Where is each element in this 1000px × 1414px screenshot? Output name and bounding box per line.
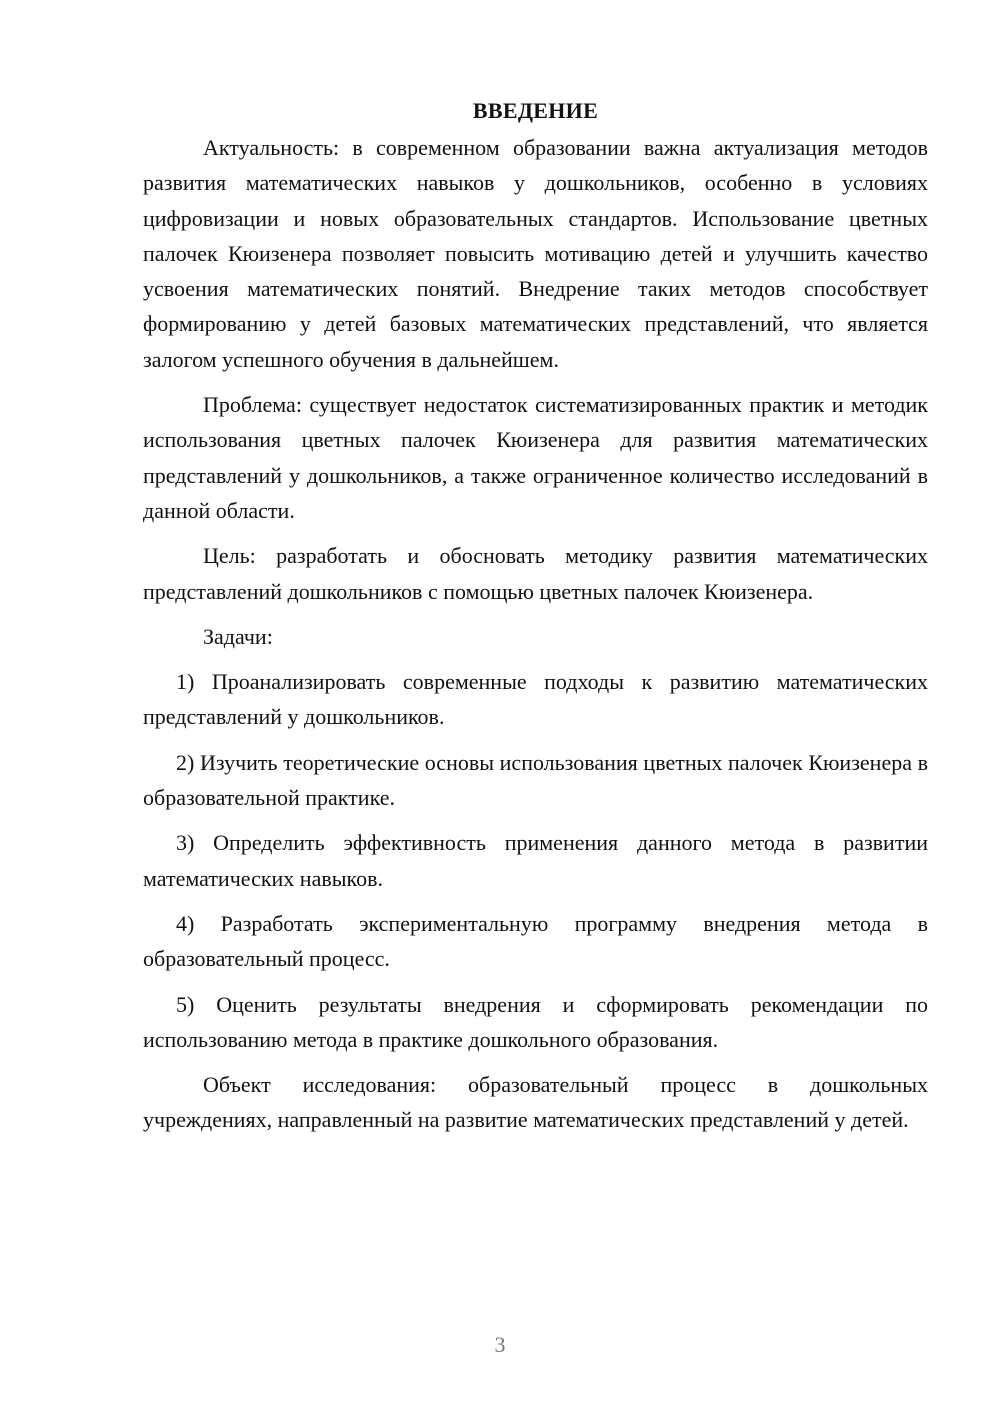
- task-item-5: 5) Оценить результаты внедрения и сформировать рекомендации по использованию метода в практике дошкольного образования.: [143, 991, 928, 1052]
- paragraph-object: Объект исследования: образовательный процесс в дошкольных учреждениях, направленный на развитие математических представлений у детей.: [143, 1072, 928, 1133]
- paragraph-problem: Проблема: существует недостаток систематизированных практик и методик использования цветных палочек Кюизенера для развития математических представлений у дошкольников, а также ограниченное количество исследований в данной области.: [143, 392, 928, 523]
- section-title: ВВЕДЕНИЕ: [472, 98, 599, 123]
- task-item-4: 4) Разработать экспериментальную программу внедрения метода в образовательный процесс.: [143, 910, 928, 972]
- task-item-3: 3) Определить эффективность применения данного метода в развитии математических навыков.: [143, 830, 928, 891]
- paragraph-goal: Цель: разработать и обосновать методику развития математических представлений дошкольников с помощью цветных палочек Кюизенера.: [143, 543, 928, 604]
- page-number: 3: [494, 1332, 506, 1357]
- task-item-2: 2) Изучить теоретические основы использования цветных палочек Кюизенера в образовательной практике.: [143, 749, 928, 811]
- tasks-heading: Задачи:: [203, 623, 273, 649]
- document-body: [143, 96, 928, 1148]
- task-item-1: 1) Проанализировать современные подходы к развитию математических представлений у дошкольников.: [143, 669, 928, 730]
- paragraph-relevance: Актуальность: в современном образовании важна актуализация методов развития математических навыков у дошкольников, особенно в условиях цифровизации и новых образовательных стандартов. Использование цветных палочек Кюизенера позволяет повысить мотивацию детей и улучшить качество усвоения математических понятий. Внедрение таких методов способствует формированию у детей базовых математических представлений, что является залогом успешного обучения в дальнейшем.: [143, 135, 928, 372]
